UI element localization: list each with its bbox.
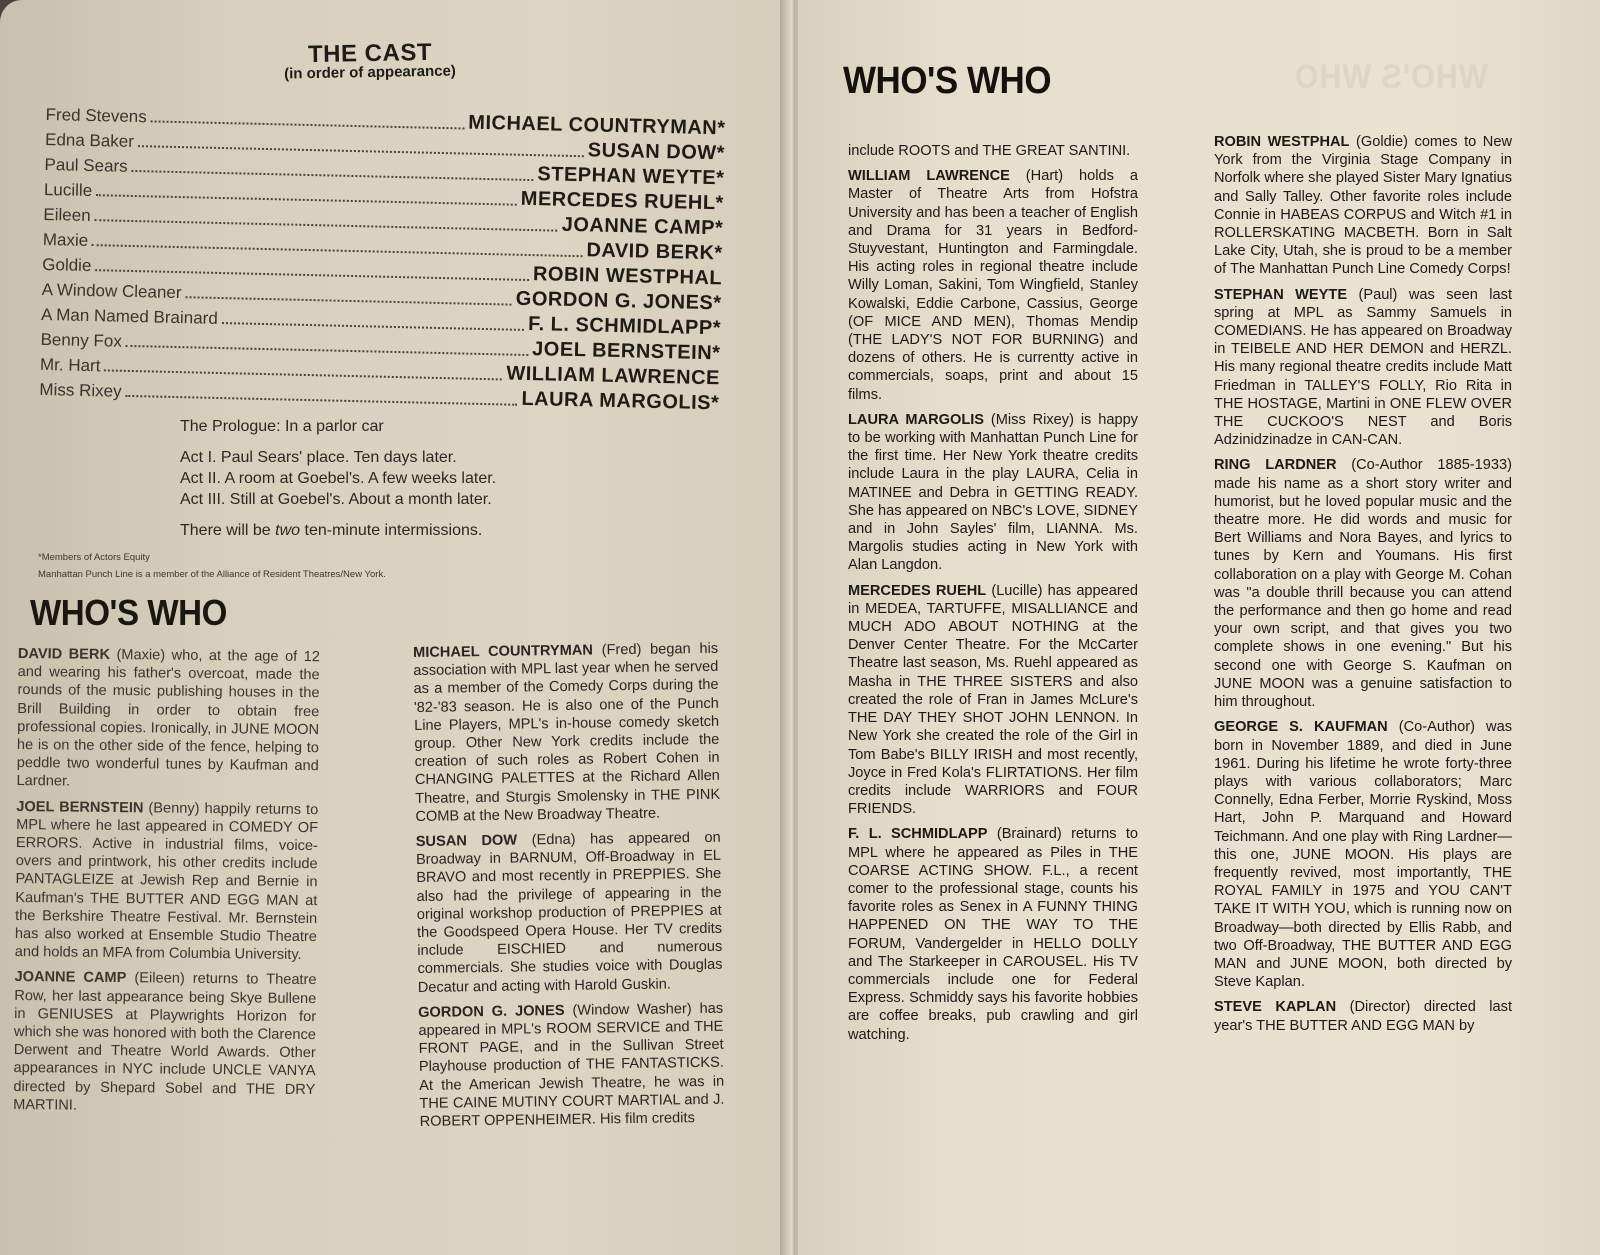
- cast-role: Goldie: [42, 254, 92, 276]
- bio-susan-dow: SUSAN DOW (Edna) has appeared on Broadway in BARNUM, Off-Broadway in EL BRAVO and most recently in PREPPIES. She also had the privilege of appearing in the original workshop production of PREPPIES at the Goodspeed Opera House. Her TV credits include EISCHIED and numerous commercials. She studies voice with Douglas Decatur and acting with Harold Guskin.: [415, 829, 723, 996]
- cast-title: THE CAST: [307, 38, 433, 69]
- cast-actor: LAURA MARGOLIS*: [521, 387, 720, 415]
- cast-role: A Man Named Brainard: [40, 304, 219, 328]
- cast-role: Edna Baker: [44, 129, 135, 152]
- cast-role: Lucille: [43, 179, 93, 201]
- bio-ring-lardner: RING LARDNER (Co-Author 1885-1933) made his name as a short story writer and humorist, but he loved popular music and the theatre more. He did words and music for Bert Williams and Nora Bayes, and lyrics to tunes by Kern and Youmans. His first collaboration on a play with George M. Cohan was "a double thrill because you can attend the performance and then go home and read your own script, and that gives you two complete shows in one evening." But his second one with George S. Kaufman on JUNE MOON was a genuine satisfaction to him throughout.: [1214, 457, 1512, 711]
- bio-mercedes-ruehl: MERCEDES RUEHL (Lucille) has appeared in MEDEA, TARTUFFE, MISALLIANCE and MUCH ADO ABOUT NOTHING at the Denver Center Theatre. For the McCarter Theatre last season, Ms. Ruehl appeared as Masha in THE THREE SISTERS and also created the role of Fran in James McLure's THE DAY THEY SHOT JOHN LENNON. In New York she created the role of the Girl in Tom Babe's BILLY IRISH and most recently, Joyce in Fred Kola's FLIRTATIONS. Her film credits include WARRIORS and FOUR FRIENDS.: [848, 582, 1138, 818]
- cast-role: Mr. Hart: [39, 354, 101, 376]
- bio-fl-schmidlapp: F. L. SCHMIDLAPP (Brainard) returns to MPL where he appeared as Piles in THE COARSE ACTING SHOW. F.L., a recent comer to the professional stage, counts his favorite roles as Senex in A FUNNY THING HAPPENED ON THE WAY TO THE FORUM, Vandergelder in HELLO DOLLY and The Starkeeper in CAROUSEL. His TV commercials include one for Federal Express. Schmiddy says his favorite hobbies are coffee breaks, pub crawling and girl watching.: [848, 826, 1138, 1043]
- scene-list: [180, 418, 496, 543]
- bio-gordon-jones-cont: include ROOTS and THE GREAT SANTINI.: [848, 143, 1131, 159]
- act1-line: Act I. Paul Sears' place. Ten days later.: [180, 449, 457, 466]
- bio-steve-kaplan: STEVE KAPLAN (Director) directed last year's THE BUTTER AND EGG MAN by: [1214, 999, 1512, 1034]
- cast-actor: ROBIN WESTPHAL: [532, 263, 723, 290]
- cast-role: A Window Cleaner: [41, 279, 182, 303]
- cast-actor: F. L. SCHMIDLAPP*: [527, 312, 722, 340]
- cast-role: Eileen: [43, 204, 91, 226]
- bio-joanne-camp: JOANNE CAMP (Eileen) returns to Theatre Row, her last appearance being Skye Bullene in GENIUSES at Playwrights Horizon for which she was honored with both the Clarence Derwent and Theatre World Awards. Other appearances in NYC include UNCLE VANYA directed by Shepard Sobel and THE DRY MARTINI.: [13, 969, 317, 1114]
- alliance-footnote: Manhattan Punch Line is a member of the Alliance of Resident Theatres/New York.: [38, 569, 386, 580]
- left-column-2: [413, 640, 725, 1138]
- cast-role: Miss Rixey: [39, 379, 122, 401]
- right-column-2: [1214, 133, 1512, 1042]
- act3-line: Act III. Still at Goebel's. About a month later.: [180, 491, 492, 508]
- whos-who-heading: WHO'S WHO: [843, 60, 1052, 102]
- show-through-heading: WHO'S WHO: [1293, 58, 1488, 96]
- cast-role: Maxie: [42, 229, 89, 250]
- cast-actor: MICHAEL COUNTRYMAN*: [468, 111, 726, 140]
- whos-who-heading-left: WHO'S WHO: [30, 592, 227, 633]
- bio-laura-margolis: LAURA MARGOLIS (Miss Rixey) is happy to be working with Manhattan Punch Line for the first time. Her New York theatre credits include Laura in the play LAURA, Celia in MATINEE and Debra in GETTING READY. She has appeared on NBC's LOVE, SIDNEY and in John Sayles' film, LIANNA. Ms. Margolis studies acting in New York with Alan Langdon.: [848, 411, 1138, 574]
- right-page: [798, 0, 1600, 1255]
- intermission-line: There will be two ten-minute intermissions.: [180, 522, 483, 539]
- prologue-line: The Prologue: In a parlor car: [180, 418, 384, 435]
- bio-stephan-weyte: STEPHAN WEYTE (Paul) was seen last spring at MPL as Sammy Samuels in COMEDIANS. He has appeared on Broadway in TEIBELE AND HER DEMON and HERZL. His many regional theatre credits include Matt Friedman in TALLEY'S FOLLY, Rio Rita in THE HOSTAGE, Martini in ONE FLEW OVER THE CUCKOO'S NEST and Boris Adzinidzinadze in CAN-CAN.: [1214, 286, 1512, 449]
- bio-george-kaufman: GEORGE S. KAUFMAN (Co-Author) was born in November 1889, and died in June 1961. During his lifetime he wrote forty-three plays with various collaborators; Marc Connelly, Edna Ferber, Morrie Ryskind, Moss Hart, John P. Marquand and Howard Teichmann. And one play with Ring Lardner—this one, JUNE MOON. His plays are frequently revived, most importantly, THE ROYAL FAMILY in 1975 and YOU CAN'T TAKE IT WITH YOU, which is running now on Broadway—both directed by Ellis Rabb, and two Off-Broadway, THE BUTTER AND EGG MAN and JUNE MOON, both directed by Steve Kaplan.: [1214, 719, 1512, 991]
- bio-joel-bernstein: JOEL BERNSTEIN (Benny) happily returns to MPL where he last appeared in COMEDY OF ERRORS. Active in industrial films, voice-overs and printwork, his other credits include PANTAGLEIZE at Jewish Rep and Bernie in Kaufman's THE BUTTER AND EGG MAN at the Berkshire Theatre Festival. Mr. Bernstein has also worked at Ensemble Studio Theatre and holds an MFA from Columbia University.: [14, 798, 319, 964]
- cast-actor: SUSAN DOW*: [587, 139, 726, 165]
- cast-role: Paul Sears: [44, 154, 128, 176]
- cast-actor: DAVID BERK*: [586, 239, 723, 265]
- cast-role: Benny Fox: [40, 329, 123, 351]
- equity-footnote: *Members of Actors Equity: [38, 552, 150, 563]
- bio-william-lawrence: WILLIAM LAWRENCE (Hart) holds a Master of Theatre Arts from Hofstra University and has been a teacher of English and Drama for 31 years in Bedford-Stuyvestant, Huntington and Farmingdale. His acting roles in regional theatre include Willy Loman, Sakini, Tom Wingfield, Stanley Kowalski, Eddie Carbone, Cassius, George (OF MICE AND MEN), Thomas Mendip (THE LADY'S NOT FOR BURNING) and dozens of others. He is currentty active in commercials, soaps, print and about 15 films.: [848, 168, 1138, 403]
- cast-list: [39, 100, 726, 415]
- bio-gordon-jones: GORDON G. JONES (Window Washer) has appeared in MPL's ROOM SERVICE and THE FRONT PAGE, and in the Sullivan Street Playhouse production of THE FANTASTICKS. At the American Jewish Theatre, he was in THE CAINE MUTINY COURT MARTIAL and J. ROBERT OPPENHEIMER. His film credits: [418, 1000, 725, 1131]
- left-page: [0, 0, 790, 1255]
- bio-robin-westphal: ROBIN WESTPHAL (Goldie) comes to New York from the Virginia Stage Company in Norfolk where she played Sister Mary Ignatius and Sally Talley. Other favorite roles include Connie in HABEAS CORPUS and Witch #1 in ROLLERSKATING MACBETH. Born in Salt Lake City, Utah, she is proud to be a member of The Manhattan Punch Line Comedy Corps!: [1214, 134, 1512, 278]
- dot-leader: [125, 395, 517, 406]
- left-column-1: [13, 645, 320, 1124]
- cast-subtitle: (in order of appearance): [284, 62, 456, 83]
- cast-actor: GORDON G. JONES*: [515, 287, 722, 315]
- bio-michael-countryman: MICHAEL COUNTRYMAN (Fred) began his association with MPL last year when he served as a member of the Comedy Corps during the '82-'83 season. He is also one of the Punch Line Players, MPL's in-house comedy sketch group. Other New York credits include the creation of such roles as Robert Cohen in CHANGING PALETTES at the Richard Allen Theatre, and Sturgis Smolensky in THE PINK COMB at the New Broadway Theatre.: [413, 640, 721, 825]
- cast-role: Fred Stevens: [45, 104, 147, 127]
- cast-actor: WILLIAM LAWRENCE: [506, 362, 721, 390]
- bio-david-berk: DAVID BERK (Maxie) who, at the age of 12 and wearing his father's overcoat, made the rounds of the music publishing houses in the Brill Building in order to obtain free professional copies. Ironically, in JUNE MOON he is on the other side of the fence, helping to peddle two wonderful tunes by Kaufman and Lardner.: [16, 645, 320, 790]
- cast-actor: STEPHAN WEYTE*: [537, 163, 725, 190]
- cast-actor: JOEL BERNSTEIN*: [531, 338, 721, 365]
- act2-line: Act II. A room at Goebel's. A few weeks later.: [180, 470, 497, 487]
- cast-actor: MERCEDES RUEHL*: [520, 187, 725, 215]
- right-column-1: [848, 142, 1138, 1051]
- cast-actor: JOANNE CAMP*: [561, 213, 724, 240]
